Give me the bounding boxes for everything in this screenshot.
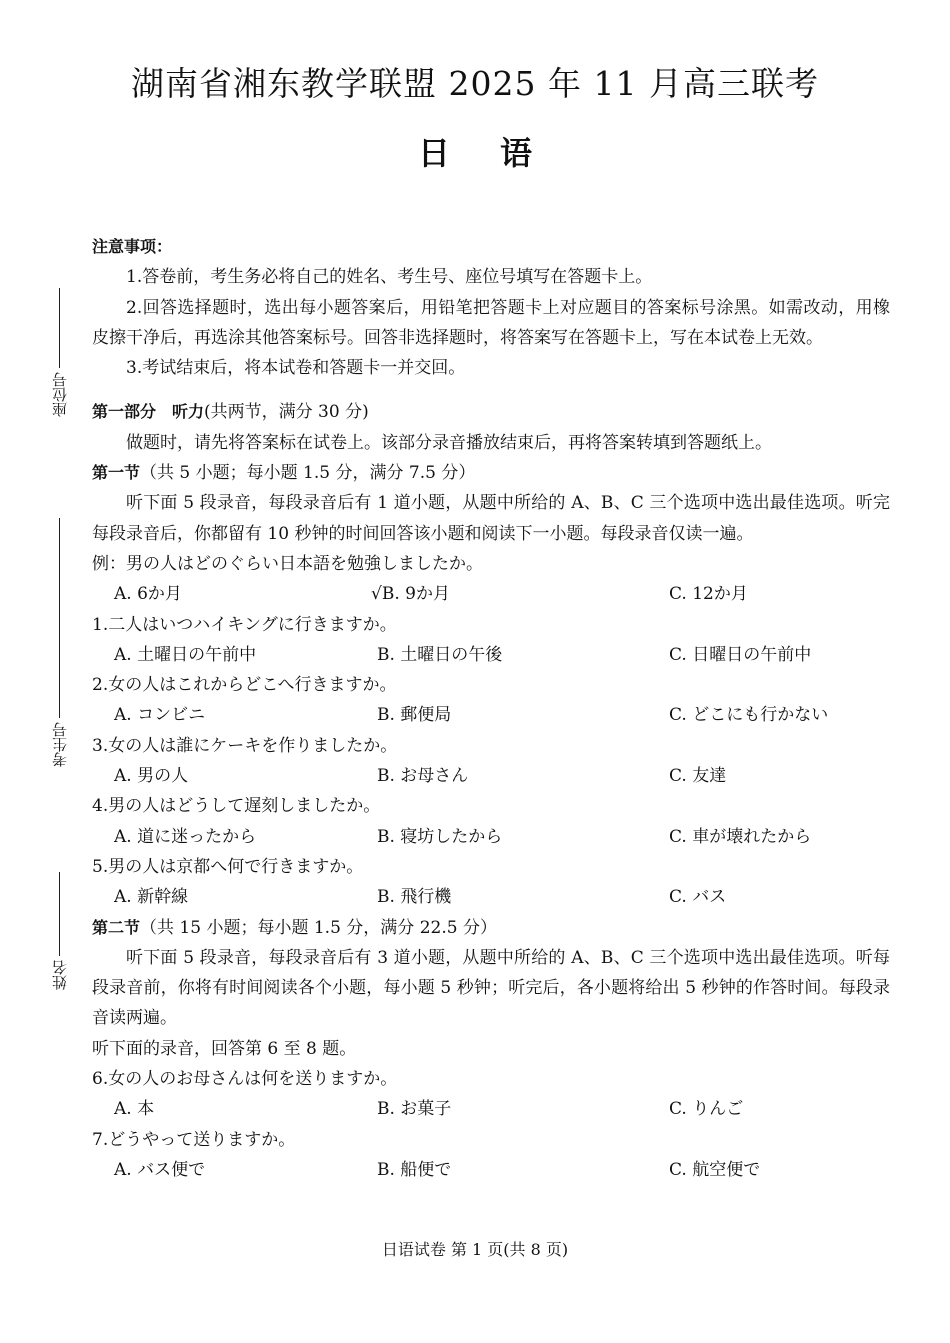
question-2-options [92,700,890,730]
question-4-option-b: B. 寝坊したから [377,826,503,847]
question-1-options [92,640,890,670]
question-5-options [92,882,890,912]
seat-number-field [44,288,74,417]
question-5-option-b: B. 飛行機 [377,887,452,908]
part1-heading-rest: (共两节，满分 30 分) [204,402,369,423]
spacer [92,383,890,397]
question-4-option-c: C. 車が壊れたから [669,826,812,847]
notice-heading: 注意事项： [92,237,173,256]
question-1-option-b: B. 土曜日の午後 [377,644,503,665]
section1-heading-rest: （共 5 小题；每小题 1.5 分，满分 7.5 分） [140,463,476,484]
section2-heading-rest: （共 15 小题；每小题 1.5 分，满分 22.5 分） [140,917,497,938]
question-2-option-c: C. どこにも行かない [669,705,829,726]
part1-heading-bold: 第一部分 听力 [92,402,205,422]
question-2: 2.女の人はこれからどこへ行きますか。 [92,675,397,696]
group-intro: 听下面的录音，回答第 6 至 8 题。 [92,1038,357,1059]
question-1-option-a: A. 土曜日の午前中 [114,644,257,665]
subject-title: 日语 [417,134,582,172]
question-5: 5.男の人は京都へ何で行きますか。 [92,856,364,877]
question-5-option-c: C. バス [669,887,727,908]
exam-title: 湖南省湘东教学联盟 2025 年 11 月高三联考 [131,64,819,103]
seat-number-label: 座位号 [50,372,69,417]
example-option-c: C. 12か月 [669,584,748,605]
exam-number-field [44,518,74,767]
question-7: 7.どうやって送りますか。 [92,1129,296,1150]
section2-heading [92,913,890,943]
section1-instruction: 听下面 5 段录音，每段录音后有 1 道小题，从题中所给的 A、B、C 三个选项中选出最佳选项。听完每段录音后，你都留有 10 秒钟的时间回答该小题和阅读下一小题。每段录音仅读一遍。 [92,493,890,544]
name-field [44,872,74,990]
seat-number-line [59,288,60,368]
question-6-options [92,1094,890,1124]
notice-item-1: 1.答卷前，考生务必将自己的姓名、考生号、座位号填写在答题卡上。 [126,267,653,288]
notice-item-2: 2.回答选择题时，选出每小题答案后，用铅笔把答题卡上对应题目的答案标号涂黑。如需改动，用橡皮擦干净后，再选涂其他答案标号。回答非选择题时，将答案写在答题卡上，写在本试卷上无效。 [92,297,890,348]
name-line [59,872,60,956]
question-6-option-b: B. お菓子 [377,1099,452,1120]
question-7-option-b: B. 船便で [377,1159,452,1180]
question-7-options [92,1155,890,1185]
question-4: 4.男の人はどうして遅刻しましたか。 [92,796,381,817]
question-3-options [92,761,890,791]
question-2-option-b: B. 郵便局 [377,705,452,726]
question-3-option-b: B. お母さん [377,766,469,787]
exam-number-label: 考生号 [50,722,69,767]
part1-instruction: 做题时，请先将答案标在试卷上。该部分录音播放结束后，再将答案转填到答题纸上。 [126,432,772,453]
notice-item-3: 3.考试结束后，将本试卷和答题卡一并交回。 [126,358,466,379]
question-7-option-c: C. 航空便で [669,1159,761,1180]
section1-heading [92,458,890,488]
exam-number-line [59,518,60,718]
part1-heading [92,397,890,427]
exam-content [92,232,890,1185]
name-label: 姓名 [50,960,69,990]
example-option-b: √B. 9か月 [371,584,450,605]
page-footer: 日语试卷 第 1 页(共 8 页) [381,1240,569,1259]
question-6-option-c: C. りんご [669,1099,744,1120]
question-1-option-c: C. 日曜日の午前中 [669,644,812,665]
example-option-a: A. 6か月 [114,584,182,605]
example-options [92,579,890,609]
question-5-option-a: A. 新幹線 [114,887,189,908]
section2-instruction: 听下面 5 段录音，每段录音后有 3 道小题，从题中所给的 A、B、C 三个选项中选出最佳选项。听每段录音前，你将有时间阅读各个小题，每小题 5 秒钟；听完后，各小题将给出 5 秒钟的作答时间。每段录音读两遍。 [92,947,890,1029]
example-question: 例：男の人はどのぐらい日本語を勉強しましたか。 [92,553,483,574]
question-7-option-a: A. バス便で [114,1159,206,1180]
question-3-option-c: C. 友達 [669,766,727,787]
question-1: 1.二人はいつハイキングに行きますか。 [92,614,397,635]
section1-heading-bold: 第一节 [92,463,141,483]
question-6-option-a: A. 本 [114,1099,155,1120]
question-6: 6.女の人のお母さんは何を送りますか。 [92,1069,398,1090]
question-2-option-a: A. コンビニ [114,705,206,726]
question-4-options [92,822,890,852]
question-3-option-a: A. 男の人 [114,766,189,787]
question-4-option-a: A. 道に迷ったから [114,826,257,847]
section2-heading-bold: 第二节 [92,917,141,937]
question-3: 3.女の人は誰にケーキを作りましたか。 [92,735,398,756]
